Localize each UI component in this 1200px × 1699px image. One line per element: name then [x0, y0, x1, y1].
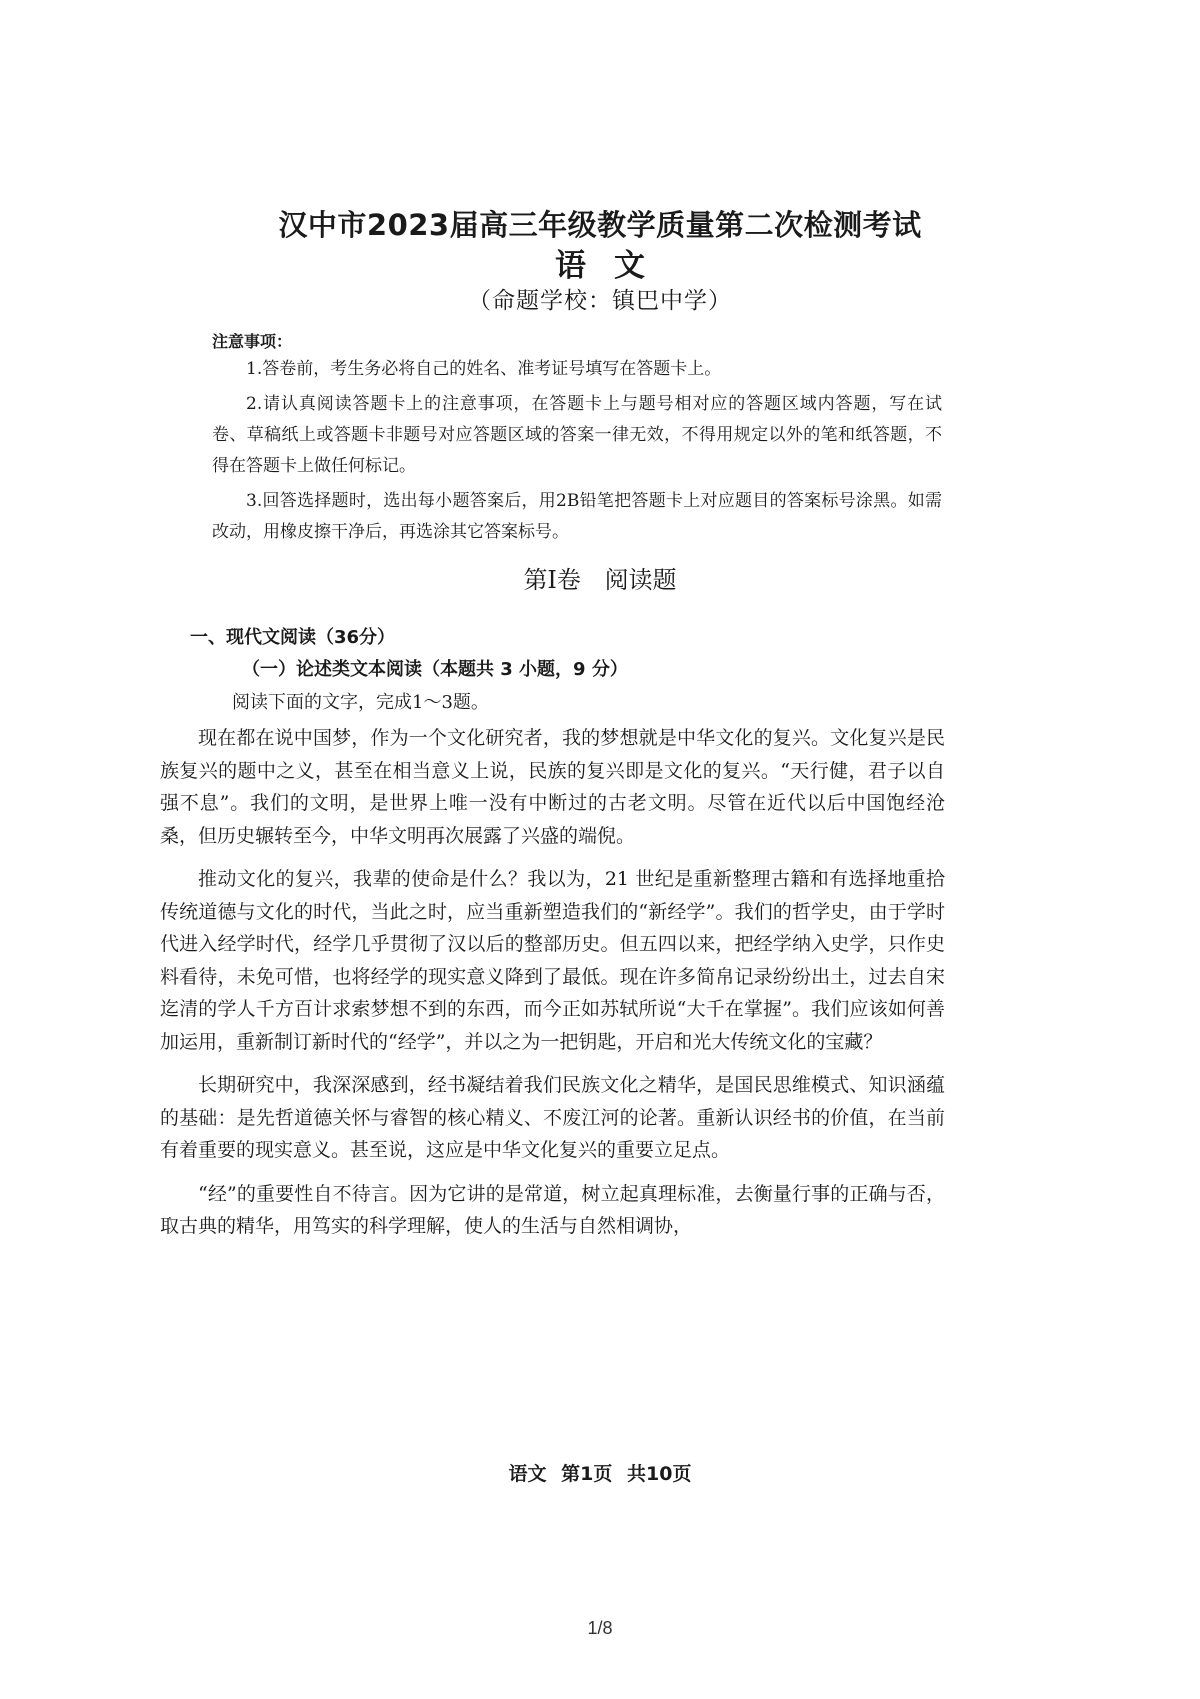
notice-item: 1.答卷前，考生务必将自己的姓名、准考证号填写在答题卡上。 [246, 359, 722, 379]
exam-title: 汉中市2023届高三年级教学质量第二次检测考试 [278, 208, 922, 242]
notice-item: 2.请认真阅读答题卡上的注意事项，在答题卡上与题号相对应的答题区域内答题，写在试卷、草稿纸上或答题卡非题号对应答题区域的答案一律无效，不得用规定以外的笔和纸答题，不得在答题卡上做任何标记。 [212, 394, 942, 476]
school-line: （命题学校：镇巴中学） [468, 288, 732, 314]
volume-name: 阅读题 [604, 566, 677, 594]
subsection-title: （一）论述类文本阅读（本题共 3 小题，9 分） [242, 659, 628, 680]
passage-paragraph: 推动文化的复兴，我辈的使命是什么？我以为，21 世纪是重新整理古籍和有选择地重拾传统道德与文化的时代，当此之时，应当重新塑造我们的“新经学”。我们的哲学史，由于学时代进入经学时代，经学几乎贯彻了汉以后的整部历史。但五四以来，把经学纳入史学，只作史料看待，未免可惜，也将经学的现实意义降到了最低。现在许多简帛记录纷纷出土，过去自宋迄清的学人千方百计求索梦想不到的东西，而今正如苏轼所说“大千在掌握”。我们应该如何善加运用，重新制订新时代的“经学”，并以之为一把钥匙，开启和光大传统文化的宝藏？ [160, 868, 945, 1053]
volume-number: 第I卷 [523, 566, 581, 594]
passage-paragraph: “经”的重要性自不待言。因为它讲的是常道，树立起真理标准，去衡量行事的正确与否，取古典的精华，用笃实的科学理解，使人的生活与自然相调协， [160, 1182, 945, 1237]
volume-title [0, 560, 1200, 595]
page-footer [0, 1459, 1200, 1486]
notice-heading: 注意事项： [212, 332, 293, 351]
footer-total: 共10页 [627, 1463, 692, 1485]
passage-paragraph: 长期研究中，我深深感到，经书凝结着我们民族文化之精华，是国民思维模式、知识涵蕴的基础：是先哲道德关怀与睿智的核心精义、不废江河的论著。重新认识经书的价值，在当前有着重要的现实意义。甚至说，这应是中华文化复兴的重要立足点。 [160, 1074, 945, 1161]
passage-paragraph: 现在都在说中国梦，作为一个文化研究者，我的梦想就是中华文化的复兴。文化复兴是民族复兴的题中之义，甚至在相当意义上说，民族的复兴即是文化的复兴。“天行健，君子以自强不息”。我们的文明，是世界上唯一没有中断过的古老文明。尽管在近代以后中国饱经沧桑，但历史辗转至今，中华文明再次展露了兴盛的端倪。 [160, 727, 945, 847]
notice-block [212, 326, 942, 552]
subject-title: 语文 [555, 248, 673, 284]
section-title: 一、现代文阅读（36分） [190, 627, 396, 648]
footer-page: 第1页 [561, 1463, 613, 1485]
footer-subject: 语文 [508, 1463, 547, 1485]
reading-instruction: 阅读下面的文字，完成1～3题。 [232, 692, 489, 713]
reading-passage [160, 722, 945, 1254]
viewer-page-indicator: 1/8 [587, 1618, 613, 1638]
notice-item: 3.回答选择题时，选出每小题答案后，用2B铅笔把答题卡上对应题目的答案标号涂黑。如需改动，用橡皮擦干净后，再选涂其它答案标号。 [212, 491, 942, 542]
